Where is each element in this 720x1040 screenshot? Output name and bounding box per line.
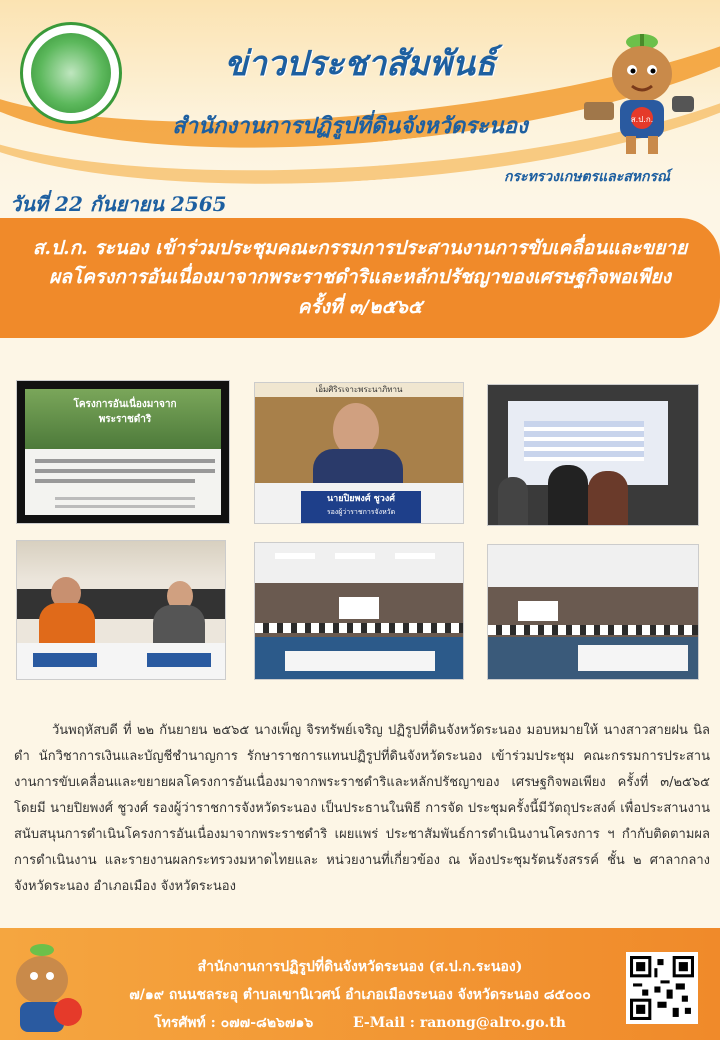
photo-meeting-room-wide	[487, 544, 699, 680]
page-title: ข่าวประชาสัมพันธ์	[224, 44, 496, 84]
nameplate-role: รองผู้ว่าราชการจังหวัด	[326, 508, 396, 516]
publish-date: วันที่ 22 กันยายน 2565	[10, 192, 227, 216]
podium-sign: เอ็มศิริรเจาะพระนาภิทาน	[255, 383, 463, 397]
photo-chairman	[254, 382, 464, 524]
photo-presentation-slide	[16, 380, 230, 524]
footer-org: สำนักงานการปฏิรูปที่ดินจังหวัดระนอง (ส.ป.ก.ระนอง)	[197, 959, 523, 975]
article-body: วันพฤหัสบดี ที่ ๒๒ กันยายน ๒๕๖๕ นางเพ็ญ จิรทรัพย์เจริญ ปฏิรูปที่ดินจังหวัดระนอง มอบหมายให้ นางสาวสายฝน นิลดำ นักวิชาการเงินและบัญชีชำนาญการ รักษาราชการแทนปฏิรูปที่ดินจังหวัดระนอง เข้าร่วมประชุม คณะกรรมการประสานงานการขับเคลื่อนและขยายผลโครงการอันเนื่องมาจากพระราชดำริและหลักปรัชญาของ เศรษฐกิจพอเพียง ครั้งที่ ๓/๒๕๖๕ โดยมี นายปิยพงศ์ ชูวงศ์ รองผู้ว่าราชการจังหวัดระนอง เป็นประธานในพิธี การจัด ประชุมครั้งนี้มีวัตถุประสงค์ เพื่อประสานงาน สนับสนุนการดำเนินโครงการอันเนื่องมาจากพระราชดำริ เผยแพร่ ประชาสัมพันธ์การดำเนินงานโครงการ ฯ กำกับติดตามผลการดำเนินงาน และรายงานผลกระทรวงมหาดไทยและ หน่วยงานที่เกี่ยวข้อง ณ ห้องประชุมรัตนรังสรรค์ ชั้น ๒ ศาลากลางจังหวัดระนอง อำเภอเมือง จังหวัดระนอง	[14, 723, 710, 894]
footer-contact	[110, 1012, 610, 1034]
qr-code-icon	[630, 956, 694, 1020]
photo-meeting-room	[254, 542, 464, 680]
slide-title: โครงการอันเนื่องมาจาก พระราชดำริ	[73, 399, 177, 425]
headline-banner	[0, 218, 720, 338]
headline-line: ครั้งที่ ๓/๒๕๖๕	[297, 295, 423, 318]
headline-line: ผลโครงการอันเนื่องมาจากพระราชดำริและหลักปรัชญาของเศรษฐกิจพอเพียง	[49, 266, 671, 289]
ministry-name: กระทรวงเกษตรและสหกรณ์	[504, 169, 670, 185]
office-name: สำนักงานการปฏิรูปที่ดินจังหวัดระนอง	[172, 113, 528, 139]
mascot-icon	[582, 14, 702, 164]
nameplate-name: นายปิยพงศ์ ชูวงศ์	[327, 494, 395, 504]
logo-emblem-icon	[31, 33, 111, 113]
headline	[33, 234, 687, 322]
photo-screen-attendees	[487, 384, 699, 526]
footer-mascot-icon	[2, 940, 86, 1036]
footer-phone: โทรศัพท์ : ๐๗๗-๘๒๖๗๑๖	[154, 1015, 314, 1031]
photo-gallery	[16, 380, 706, 680]
qr-code[interactable]	[626, 952, 698, 1024]
footer-email[interactable]: E-Mail : ranong@alro.go.th	[352, 1015, 566, 1031]
footer-address: ๗/๑๙ ถนนชลระอุ ตำบลเขานิเวศน์ อำเภอเมืองระนอง จังหวัดระนอง ๘๕๐๐๐	[129, 987, 591, 1003]
alro-logo	[20, 22, 122, 124]
headline-line: ส.ป.ก. ระนอง เข้าร่วมประชุมคณะกรรมการประสานงานการขับเคลื่อนและขยาย	[32, 236, 688, 259]
photo-officials-desk	[16, 540, 226, 680]
mascot-badge-text: ส.ป.ก.	[630, 115, 654, 124]
